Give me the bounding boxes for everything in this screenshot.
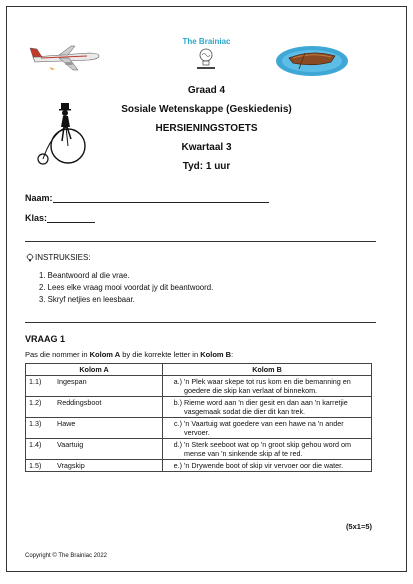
time-title: Tyd: 1 uur (182, 161, 231, 172)
instruction-item: 3. Skryf netjies en leesbaar. (39, 295, 135, 304)
rowboat-icon (275, 39, 349, 77)
worksheet-page (6, 6, 407, 572)
intro-col-a: Kolom A (89, 350, 121, 359)
class-label: Klas: (25, 213, 48, 223)
row-term: Ingespan (54, 376, 163, 397)
row-description: 'n Sterk seeboot wat op 'n groot skip gehou word om mense van 'n sinkende skip af te red. (183, 439, 372, 460)
table-row (26, 460, 372, 472)
row-term: Reddingsboot (54, 397, 163, 418)
row-term: Vaartuig (54, 439, 163, 460)
row-description: 'n Drywende boot of skip vir vervoer oor die water. (183, 460, 372, 472)
question-intro (25, 350, 233, 359)
divider (25, 322, 376, 323)
divider (25, 241, 376, 242)
row-number: 1.5) (26, 460, 55, 472)
table-row (26, 418, 372, 439)
table-row (26, 376, 372, 397)
row-term: Vragskip (54, 460, 163, 472)
row-number: 1.2) (26, 397, 55, 418)
title-block (7, 85, 406, 180)
instructions-heading-text: INSTRUKSIES: (35, 253, 91, 263)
row-description: Rieme word aan 'n dier gesit en dan aan 'n karretjie vasgemaak sodat die dier dit kan trek. (183, 397, 372, 418)
instructions-list (39, 270, 213, 306)
instructions-heading (25, 253, 91, 263)
table-row (26, 439, 372, 460)
table-row (26, 397, 372, 418)
row-term: Hawe (54, 418, 163, 439)
name-field[interactable] (25, 193, 269, 203)
intro-text: : (231, 350, 234, 359)
term-title: Kwartaal 3 (181, 142, 232, 153)
table-header-row (26, 364, 372, 376)
subject-title: Sosiale Wetenskappe (Geskiedenis) (121, 104, 292, 115)
lightbulb-icon (25, 253, 35, 263)
intro-col-b: Kolom B (200, 350, 232, 359)
row-letter: b.) (163, 397, 184, 418)
row-number: 1.1) (26, 376, 55, 397)
row-description: 'n Plek waar skepe tot rus kom en die bemanning en goedere die skip kan verlaat of binnekom. (183, 376, 372, 397)
question-heading: VRAAG 1 (25, 334, 66, 344)
airplane-icon (29, 43, 101, 73)
brain-logo-icon (193, 46, 219, 72)
brand-name: The Brainiac (182, 37, 231, 46)
copyright-notice: Copyright © The Brainiac 2022 (25, 553, 108, 559)
col-b-header: Kolom B (163, 364, 372, 376)
row-number: 1.3) (26, 418, 55, 439)
grade-title: Graad 4 (187, 85, 226, 96)
matching-table (25, 363, 372, 472)
instruction-item: 2. Lees elke vraag mooi voordat jy dit beantwoord. (39, 283, 214, 292)
row-letter: d.) (163, 439, 184, 460)
intro-text: Pas die nommer in (25, 350, 90, 359)
class-field[interactable] (25, 213, 95, 223)
row-letter: a.) (163, 376, 184, 397)
col-a-header: Kolom A (26, 364, 163, 376)
marks-allocation: (5x1=5) (345, 522, 372, 531)
intro-text: by die korrekte letter in (120, 350, 201, 359)
test-title: HERSIENINGSTOETS (155, 123, 258, 134)
row-description: 'n Vaartuig wat goedere van een hawe na 'n ander vervoer. (183, 418, 372, 439)
class-input-line[interactable] (47, 213, 95, 223)
name-label: Naam: (25, 193, 53, 203)
instruction-item: 1. Beantwoord al die vrae. (39, 271, 130, 280)
row-letter: c.) (163, 418, 184, 439)
name-input-line[interactable] (53, 193, 269, 203)
row-number: 1.4) (26, 439, 55, 460)
row-letter: e.) (163, 460, 184, 472)
